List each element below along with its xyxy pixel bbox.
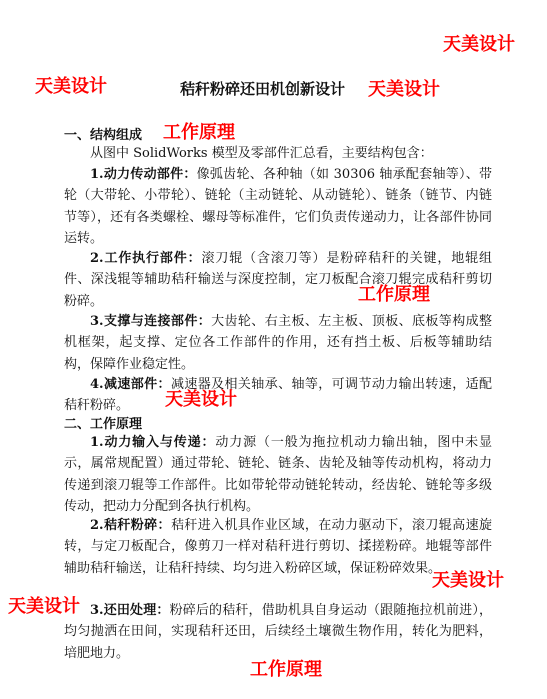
paragraph-lead: 4.减速部件： (90, 377, 171, 392)
paragraph-power-input (64, 432, 492, 517)
paragraph-intro (64, 143, 492, 164)
paragraph-lead: 2.秸秆粉碎： (90, 518, 171, 533)
paragraph-reducer-parts (64, 374, 492, 417)
paragraph-support-parts (64, 311, 492, 375)
paragraph-text: 像弧齿轮、各种轴（如 30306 轴承配套轴等）、带轮（大带轮、小带轮）、链轮（主动链轮、从动链轮）、链条（链节、内链节等），还有各类螺栓、螺母等标准件，它们负责传递动力，让各部件协同运转。 (64, 167, 492, 246)
watermark-brand: 天美设计 (35, 76, 107, 97)
watermark-brand: 天美设计 (368, 79, 440, 100)
section-heading-structure: 一、结构组成 (64, 128, 143, 143)
paragraph-text: 滚刀辊（含滚刀等）是粉碎秸秆的关键，地辊组件、深浅辊等辅助秸秆输送与深度控制，定刀板配合滚刀辊完成秸秆剪切粉碎。 (64, 251, 492, 309)
section-heading-principle: 二、工作原理 (64, 417, 143, 432)
watermark-brand: 天美设计 (443, 34, 515, 55)
paragraph-lead: 1.动力输入与传递： (90, 435, 216, 450)
paragraph-lead: 2.工作执行部件： (90, 251, 202, 266)
paragraph-text: 秸秆进入机具作业区域，在动力驱动下，滚刀辊高速旋转，与定刀板配合，像剪刀一样对秸秆进行剪切、揉搓粉碎。地辊等部件辅助秸秆输送，让秸秆持续、均匀进入粉碎区域，保证粉碎效果。 (64, 518, 492, 576)
paragraph-lead: 1.动力传动部件： (90, 167, 197, 182)
paragraph-power-transmission (64, 164, 492, 249)
watermark-principle: 工作原理 (358, 284, 430, 305)
paragraph-lead: 3.还田处理： (90, 603, 170, 618)
watermark-brand: 天美设计 (165, 389, 237, 410)
watermark-principle: 工作原理 (163, 122, 235, 143)
paragraph-straw-crushing (64, 515, 492, 579)
paragraph-text: 减速器及相关轴承、轴等，可调节动力输出转速，适配秸秆粉碎。 (64, 377, 492, 414)
paragraph-text: 从图中 SolidWorks 模型及零部件汇总看，主要结构包含： (90, 146, 433, 161)
watermark-principle: 工作原理 (250, 659, 322, 680)
paragraph-lead: 3.支撑与连接部件： (90, 314, 212, 329)
paragraph-text: 动力源（一般为拖拉机动力输出轴，图中未显示，属常规配置）通过带轮、链轮、链条、齿轮及轴等传动机构，将动力传递到滚刀辊等工作部件。比如带轮带动链轮转动，经齿轮、链轮等多级传动，把动力分配到各执行机构。 (64, 435, 492, 514)
document-title: 秸秆粉碎还田机创新设计 (180, 80, 346, 98)
paragraph-text: 大齿轮、右主板、左主板、顶板、底板等构成整机框架，起支撑、定位各工作部件的作用，还有挡土板、后板等辅助结构，保障作业稳定性。 (64, 314, 492, 372)
watermark-brand: 天美设计 (432, 570, 504, 591)
watermark-brand: 天美设计 (8, 596, 80, 617)
paragraph-text: 粉碎后的秸秆，借助机具自身运动（跟随拖拉机前进），均匀抛洒在田间，实现秸秆还田，后续经土壤微生物作用，转化为肥料，培肥地力。 (64, 603, 492, 661)
